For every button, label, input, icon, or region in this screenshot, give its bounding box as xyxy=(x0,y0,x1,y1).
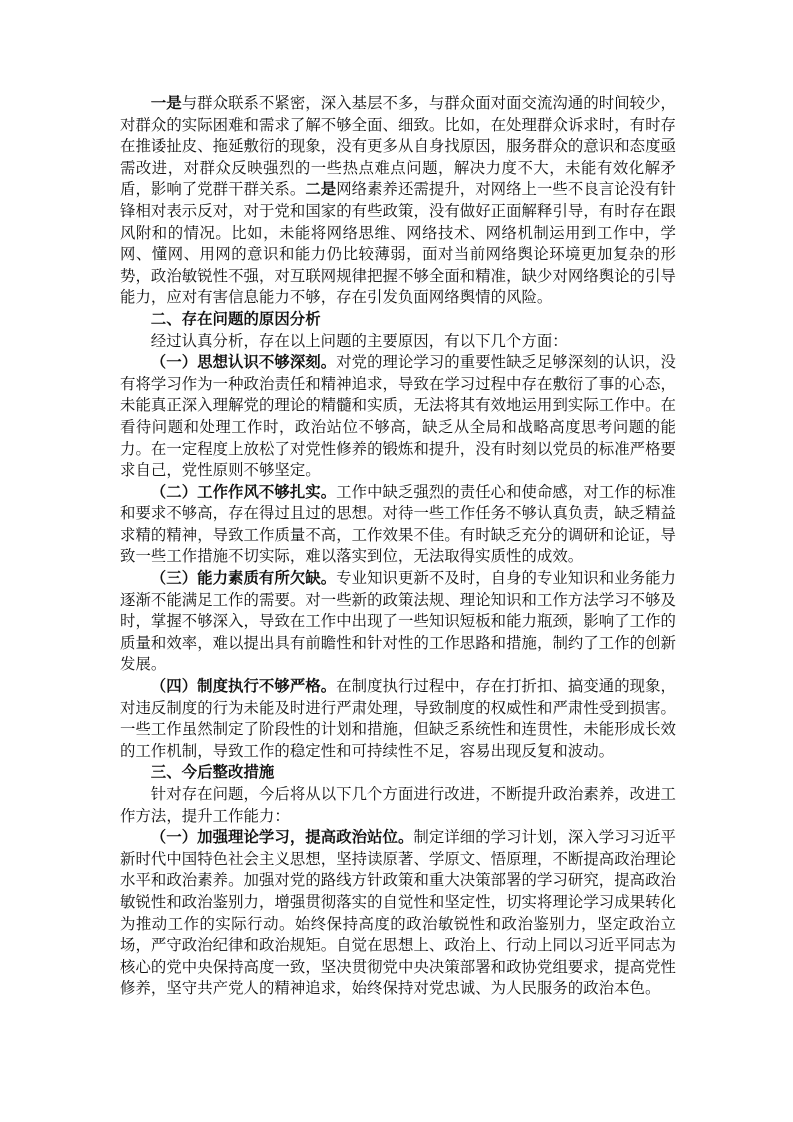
paragraph-cause-1 xyxy=(120,352,676,482)
lead-text: （一）思想认识不够深刻。 xyxy=(150,353,337,372)
paragraph-measures-intro: 针对存在问题，今后将从以下几个方面进行改进，不断提升政治素养，改进工作方法，提升工作能力： xyxy=(120,785,676,825)
body-text: 对党的理论学习的重要性缺乏足够深刻的认识，没有将学习作为一种政治责任和精神追求，导致在学习过程中存在敷衍了事的心态，未能真正深入理解党的理论的精髓和实质，无法将其有效地运用到实际工作中。在看待问题和处理工作时，政治站位不够高，缺乏从全局和战略高度思考问题的能力。在一定程度上放松了对党性修养的锻炼和提升，没有时刻以党员的标准严格要求自己，党性原则不够坚定。 xyxy=(120,353,676,480)
body-text: 专业知识更新不及时，自身的专业知识和业务能力逐渐不能满足工作的需要。对一些新的政策法规、理论知识和工作方法学习不够及时，掌握不够深入，导致在工作中出现了一些知识短板和能力瓶颈，影响了工作的质量和效率，难以提出具有前瞻性和针对性的工作思路和措施，制约了工作的创新发展。 xyxy=(120,569,676,674)
body-text: 制定详细的学习计划，深入学习习近平新时代中国特色社会主义思想，坚持读原著、学原文、悟原理，不断提高政治理论水平和政治素养。加强对党的路线方针政策和重大决策部署的学习研究，提高政治敏锐性和政治鉴别力，增强贯彻落实的自觉性和坚定性，切实将理论学习成果转化为推动工作的实际行动。始终保持高度的政治敏锐性和政治鉴别力，坚定政治立场，严守政治纪律和政治规矩。自觉在思想上、政治上、行动上同以习近平同志为核心的党中央保持高度一致，坚决贯彻党中央决策部署和政协党组要求，提高党性修养，坚守共产党人的精神追求，始终保持对党忠诚、为人民服务的政治本色。 xyxy=(120,828,676,998)
lead-text: （三）能力素质有所欠缺。 xyxy=(150,569,337,588)
lead-text: 二是 xyxy=(305,180,337,199)
section-heading-causes: 二、存在问题的原因分析 xyxy=(150,309,321,328)
paragraph-cause-3 xyxy=(120,568,676,676)
paragraph-problem-1-2 xyxy=(120,93,676,309)
body-text: 工作中缺乏强烈的责任心和使命感，对工作的标准和要求不够高，存在得过且过的思想。对待一些工作任务不够认真负责，缺乏精益求精的精神，导致工作质量不高，工作效果不佳。有时缺乏充分的调研和论证，导致一些工作措施不切实际，难以落实到位，无法取得实质性的成效。 xyxy=(120,482,676,566)
paragraph-cause-2 xyxy=(120,482,676,568)
body-text: 与群众联系不紧密，深入基层不多，与群众面对面交流沟通的时间较少，对群众的实际困难和需求了解不够全面、细致。比如，在处理群众诉求时，有时存在推诿扯皮、拖延敷衍的现象，没有更多从自身找原因，服务群众的意识和态度亟需改进，对群众反映强烈的一些热点难点问题，解决力度不大，未能有效化解矛盾，影响了党群干群关系。 xyxy=(120,94,676,199)
lead-text: 一是 xyxy=(150,94,182,112)
body-text: 网络素养还需提升，对网络上一些不良言论没有针锋相对表示反对，对于党和国家的有些政策，没有做好正面解释引导，有时存在跟风附和的情况。比如，未能将网络思维、网络技术、网络机制运用到工作中，学网、懂网、用网的意识和能力仍比较薄弱，面对当前网络舆论环境更加复杂的形势，政治敏锐性不强，对互联网规律把握不够全面和精准，缺少对网络舆论的引导能力，应对有害信息能力不够，存在引发负面网络舆情的风险。 xyxy=(120,180,676,307)
section-heading-measures: 三、今后整改措施 xyxy=(150,763,275,782)
body-text: 在制度执行过程中，存在打折扣、搞变通的现象，对违反制度的行为未能及时进行严肃处理，导致制度的权威性和严肃性受到损害。一些工作虽然制定了阶段性的计划和措施，但缺乏系统性和连贯性，未能形成长效的工作机制，导致工作的稳定性和可持续性不足，容易出现反复和波动。 xyxy=(120,677,676,760)
lead-text: （一）加强理论学习，提高政治站位。 xyxy=(150,828,414,847)
paragraph-causes-intro: 经过认真分析，存在以上问题的主要原因，有以下几个方面： xyxy=(150,331,568,350)
lead-text: （四）制度执行不够严格。 xyxy=(150,677,337,696)
paragraph-measure-1 xyxy=(120,827,676,1000)
paragraph-cause-4 xyxy=(120,676,676,762)
lead-text: （二）工作作风不够扎实。 xyxy=(150,482,337,501)
